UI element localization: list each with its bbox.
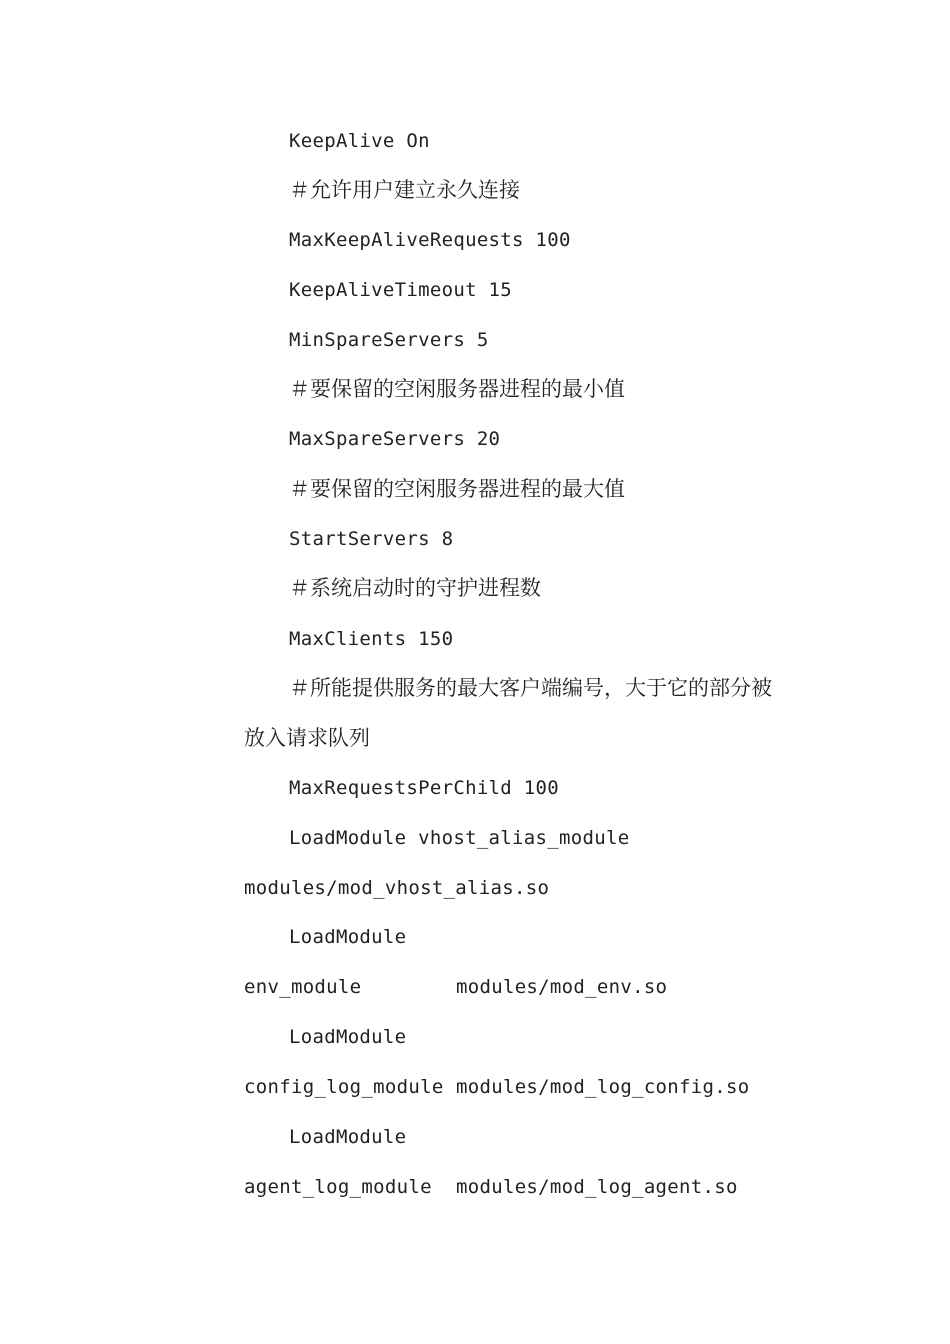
config-line-keepalive: KeepAlive On <box>289 130 430 152</box>
config-line-startservers: StartServers 8 <box>289 528 454 550</box>
module-path-env: modules/mod_env.so <box>456 976 668 998</box>
config-line-loadmodule-agent-log: LoadModule <box>289 1126 407 1148</box>
comment-maxspareservers: ＃要保留的空闲服务器进程的最大值 <box>289 477 625 501</box>
comment-maxclients-continued: 放入请求队列 <box>244 726 370 750</box>
module-name-agent-log: agent_log_module <box>244 1176 432 1198</box>
module-path-config-log: modules/mod_log_config.so <box>456 1076 750 1098</box>
module-name-env: env_module <box>244 976 362 998</box>
comment-maxclients: ＃所能提供服务的最大客户端编号，大于它的部分被 <box>289 676 772 700</box>
config-line-maxclients: MaxClients 150 <box>289 628 454 650</box>
comment-keepalive: ＃允许用户建立永久连接 <box>289 178 520 202</box>
comment-minspareservers: ＃要保留的空闲服务器进程的最小值 <box>289 377 625 401</box>
config-line-loadmodule-env: LoadModule <box>289 926 407 948</box>
comment-startservers: ＃系统启动时的守护进程数 <box>289 576 541 600</box>
config-line-maxkeepaliverequests: MaxKeepAliveRequests 100 <box>289 229 571 251</box>
config-line-minspareservers: MinSpareServers 5 <box>289 329 489 351</box>
config-line-maxrequestsperchild: MaxRequestsPerChild 100 <box>289 777 559 799</box>
config-line-maxspareservers: MaxSpareServers 20 <box>289 428 501 450</box>
module-path-agent-log: modules/mod_log_agent.so <box>456 1176 738 1198</box>
config-line-loadmodule-vhost: LoadModule vhost_alias_module <box>289 827 630 849</box>
config-line-keepalivetimeout: KeepAliveTimeout 15 <box>289 279 513 301</box>
config-line-loadmodule-vhost-path: modules/mod_vhost_alias.so <box>244 877 550 899</box>
module-name-config-log: config_log_module <box>244 1076 444 1098</box>
config-line-loadmodule-config-log: LoadModule <box>289 1026 407 1048</box>
